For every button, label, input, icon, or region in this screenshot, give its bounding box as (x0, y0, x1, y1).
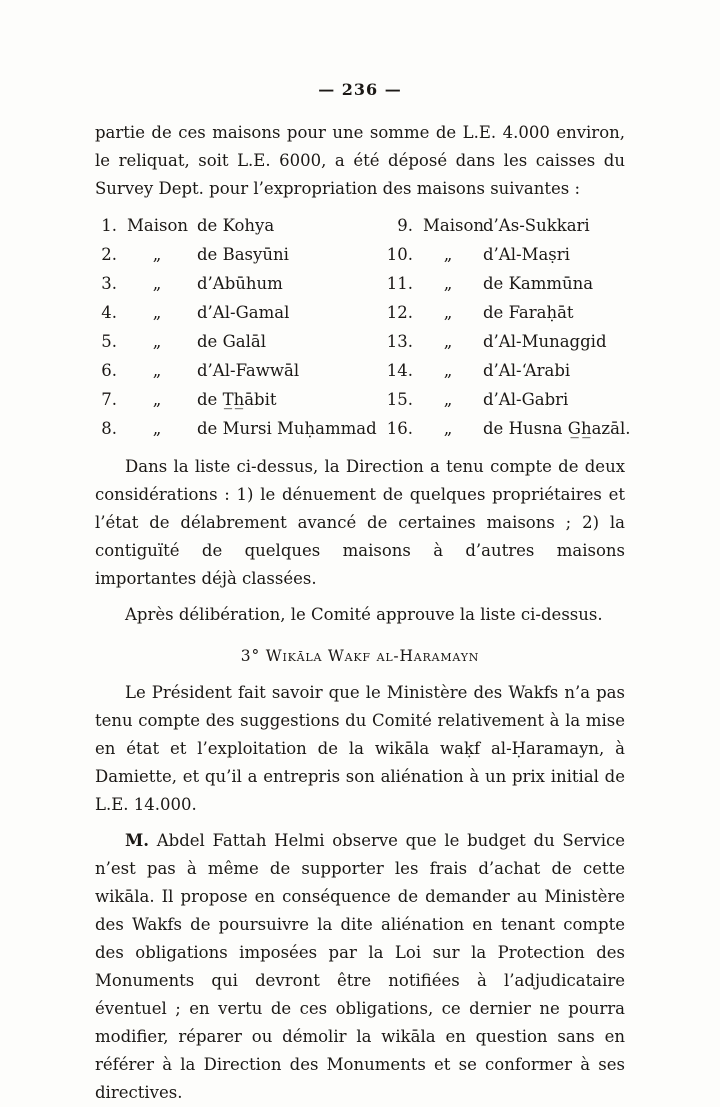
paragraph-president: Le Président fait savoir que le Ministère des Wakfs n’a pas tenu compte des suggestions du Comité relativement à la mise en état et l’exploitation de la wikāla waḳf al-Ḥaramayn, à Damiette, et qu’il a entrepris son aliénation à un prix initial de L.E. 14.000. (95, 683, 625, 814)
house-list-row (99, 298, 625, 327)
house-name: de T̲h̲ābit (197, 390, 277, 409)
speaker-label: M. (125, 831, 150, 850)
house-name: de Basyūni (197, 245, 289, 264)
house-name: de Kohya (197, 216, 275, 235)
house-name: de Faraḥāt (483, 303, 574, 322)
house-label: „ (152, 332, 162, 351)
house-label: „ (152, 361, 162, 380)
house-name: d’Al-Maṣri (483, 245, 570, 264)
house-name: d’Al-Munaggid (483, 332, 607, 351)
house-name: d’Abūhum (197, 274, 283, 293)
house-number: 12. (386, 303, 413, 322)
house-label: „ (152, 274, 162, 293)
paragraph-helmi-text: Abdel Fattah Helmi observe que le budget du Service n’est pas à même de supporter les frais d’achat de cette wikāla. Il propose en conséquence de demander au Ministère des Wakfs de poursuivre la dite aliénation en tenant compte des obligations imposées par la Loi sur la Protection des Monuments qui devront être notifiées à l’adjudicataire éventuel ; en vertu de ces obligations, ce dernier ne pourra modifier, réparer ou démolir la wikāla en question sans en référer à la Direction des Monuments et se conformer à ses directives. (95, 831, 625, 1102)
house-list-row (99, 327, 625, 356)
house-label: „ (443, 390, 453, 409)
house-name: de Mursi Muḥammad (197, 419, 377, 438)
paragraph-approval: Après délibération, le Comité approuve la liste ci-dessus. (125, 605, 603, 624)
house-name: de Galāl (197, 332, 266, 351)
house-name: d’Al-Gabri (483, 390, 569, 409)
house-list-row (99, 356, 625, 385)
house-list (99, 211, 631, 443)
house-name: d’As-Sukkari (483, 216, 590, 235)
house-label: „ (152, 245, 162, 264)
house-label: „ (152, 419, 162, 438)
paragraph-intro: partie de ces maisons pour une somme de L.E. 4.000 environ, le reliquat, soit L.E. 6000, a été déposé dans les caisses du Survey Dept. pour l’expropriation des maisons suivantes : (95, 123, 625, 198)
house-name: d’Al-‘Arabi (483, 361, 571, 380)
house-name: de Husna G̲h̲azāl. (483, 419, 631, 438)
house-number: 3. (101, 274, 117, 293)
page-number: — 236 — (318, 80, 402, 99)
house-number: 14. (386, 361, 413, 380)
house-number: 5. (101, 332, 117, 351)
house-name: d’Al-Gamal (197, 303, 290, 322)
house-list-row (99, 269, 625, 298)
house-number: 8. (101, 419, 117, 438)
house-label: „ (443, 274, 453, 293)
paragraph-helmi (95, 827, 625, 1107)
section-heading: 3° Wikāla Wakf al-Haramayn (240, 647, 480, 665)
house-label: „ (443, 245, 453, 264)
house-number: 2. (101, 245, 117, 264)
house-number: 13. (386, 332, 413, 351)
house-label: „ (152, 390, 162, 409)
house-list-row (99, 414, 631, 443)
house-label: „ (443, 361, 453, 380)
house-number: 11. (386, 274, 413, 293)
house-number: 7. (101, 390, 117, 409)
house-label: „ (443, 332, 453, 351)
house-label: „ (152, 303, 162, 322)
house-number: 6. (101, 361, 117, 380)
house-number: 9. (397, 216, 413, 235)
paragraph-considerations: Dans la liste ci-dessus, la Direction a tenu compte de deux considérations : 1) le dénuement de quelques propriétaires et l’état de délabrement avancé de certaines maisons ; 2) la contiguïté de quelques maisons à d’autres maisons importantes déjà classées. (95, 457, 625, 588)
house-list-row (99, 385, 625, 414)
house-label: „ (443, 303, 453, 322)
house-label: Maison (127, 216, 189, 235)
house-number: 1. (101, 216, 117, 235)
house-number: 10. (386, 245, 413, 264)
house-number: 16. (386, 419, 413, 438)
house-label: „ (443, 419, 453, 438)
house-number: 15. (386, 390, 413, 409)
house-name: de Kammūna (483, 274, 594, 293)
house-label: Maison (423, 216, 485, 235)
house-name: d’Al-Fawwāl (197, 361, 300, 380)
house-list-row (99, 211, 625, 240)
house-list-row (99, 240, 625, 269)
house-number: 4. (101, 303, 117, 322)
